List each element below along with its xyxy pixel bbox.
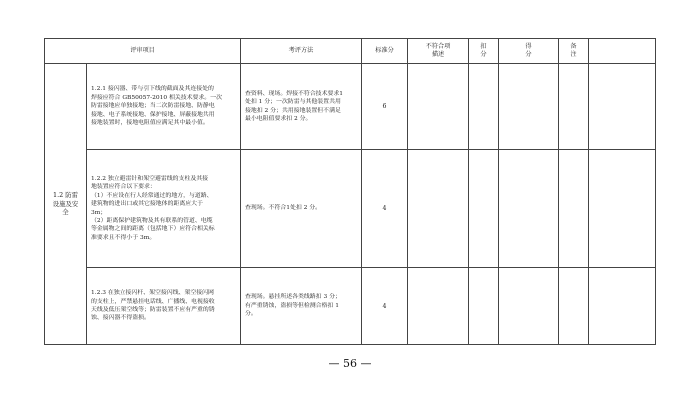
nonconformity-cell[interactable]: [408, 64, 469, 150]
score-cell[interactable]: [499, 268, 559, 345]
item-cell: 1.2.3 在独立接闪杆、架空接闪线、架空接闪网 的支柱上，严禁悬挂电话线、广播线、电视接收 天线及低压架空线等；防雷装置不应有严重的锈 蚀、接闪器不得盗损。: [87, 268, 241, 345]
header-item: 评审项目: [45, 39, 241, 64]
remark-cell[interactable]: [559, 64, 589, 150]
standard-score-cell: 4: [362, 150, 408, 268]
method-cell: 查现场。不符合1处扣 2 分。: [241, 150, 362, 268]
deduction-cell[interactable]: [469, 150, 499, 268]
method-cell: 查现场。悬挂所述各类线路扣 3 分； 有严重锈蚀，盗损等但检测合格扣 1 分。: [241, 268, 362, 345]
method-cell: 查资料、现场。焊接不符合技术要求1 处扣 1 分；一次防雷与其他装置共用 接地扣 2 分；共用接地装置但不满足 最小电阻值要求扣 2 分。: [241, 64, 362, 150]
header-standard-score: 标准分: [362, 39, 408, 64]
header-remark: 备 注: [559, 39, 589, 64]
remark-cell[interactable]: [559, 268, 589, 345]
extra-cell: [589, 268, 656, 345]
extra-cell: [589, 64, 656, 150]
header-deduction: 扣 分: [469, 39, 499, 64]
item-cell: 1.2.2 独立避雷针和架空避雷线的支柱及其接 地装置应符合以下要求： （1）不应设在行人经常通过的地方，与道路、 建筑物的进出口或其它接地体的距离应大于 3m； （2）距离保护建筑物及其有联系的管道、电缆 等金属物之间的距离（包括地下）应符合相关标 准要求且不得小于 3m。: [87, 150, 241, 268]
nonconformity-cell[interactable]: [408, 150, 469, 268]
remark-cell[interactable]: [559, 150, 589, 268]
score-cell[interactable]: [499, 150, 559, 268]
standard-score-cell: 4: [362, 268, 408, 345]
evaluation-table-container: [44, 38, 655, 345]
standard-score-cell: 6: [362, 64, 408, 150]
header-score: 得 分: [499, 39, 559, 64]
table-row: [45, 150, 656, 268]
extra-cell: [589, 150, 656, 268]
table-row: [45, 64, 656, 150]
nonconformity-cell[interactable]: [408, 268, 469, 345]
category-cell: 1.2 防雷 设施及安 全: [45, 64, 87, 345]
table-header-row: [45, 39, 656, 64]
deduction-cell[interactable]: [469, 268, 499, 345]
evaluation-table: [44, 38, 656, 345]
item-cell: 1.2.1 接闪器、带与引下线的截面及其连接处的 焊接应符合 GB50057-2010 相关技术要求。一次 防雷接地应单独接地；当二次防雷接地、防静电 接地、电子系统接地、保护接地、屏蔽接地共用 接地装置时，接地电阻值应满足其中最小值。: [87, 64, 241, 150]
header-nonconformity: 不符合项 描述: [408, 39, 469, 64]
deduction-cell[interactable]: [469, 64, 499, 150]
page-number: — 56 —: [328, 357, 372, 370]
header-extra: [589, 39, 656, 64]
table-row: [45, 268, 656, 345]
score-cell[interactable]: [499, 64, 559, 150]
header-method: 考评方法: [241, 39, 362, 64]
